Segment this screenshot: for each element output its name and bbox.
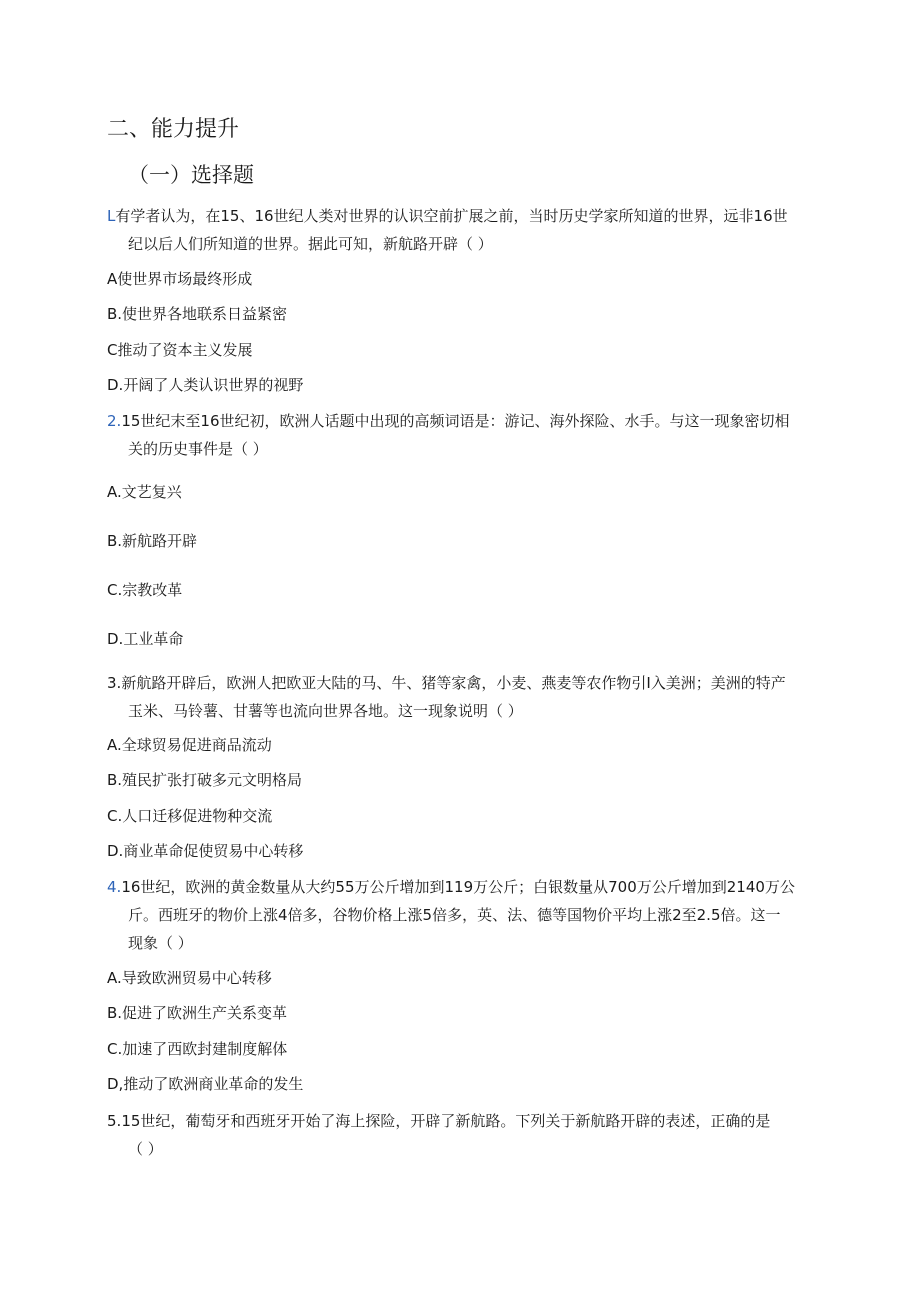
option: C.宗教改革: [107, 581, 183, 599]
question-text-line: 现象（ ）: [128, 934, 193, 952]
subsection-title: （一）选择题: [128, 163, 254, 187]
question-text-line: 16世纪，欧洲的黄金数量从大约55万公斤增加到119万公斤；白银数量从700万公斤增加到2140万公: [121, 878, 795, 896]
option: C.人口迁移促进物种交流: [107, 807, 273, 825]
option: A.文艺复兴: [107, 483, 182, 501]
option: A使世界市场最终形成: [107, 270, 253, 288]
question-text-line: 有学者认为，在15、16世纪人类对世界的认识空前扩展之前，当时历史学家所知道的世界，远非16世: [115, 207, 788, 225]
question-4: [107, 873, 807, 957]
option: B.新航路开辟: [107, 532, 198, 550]
question-text-line: 斤。西班牙的物价上涨4倍多，谷物价格上涨5倍多，英、法、德等国物价平均上涨2至2.5倍。这一: [128, 906, 781, 924]
question-number: 4.: [107, 878, 122, 896]
question-text-line: 新航路开辟后，欧洲人把欧亚大陆的马、牛、猪等家禽，小麦、燕麦等农作物引I入美洲；美洲的特产: [121, 674, 786, 692]
question-3: [107, 669, 807, 725]
option: B.殖民扩张打破多元文明格局: [107, 771, 303, 789]
question-number: 3.: [107, 674, 122, 692]
question-text-line: 玉米、马铃薯、甘薯等也流向世界各地。这一现象说明（ ）: [128, 702, 523, 720]
option: D.商业革命促使贸易中心转移: [107, 842, 304, 860]
option: A.全球贸易促进商品流动: [107, 736, 272, 754]
option: B.使世界各地联系日益紧密: [107, 305, 288, 323]
question-number: 5.: [107, 1112, 122, 1130]
question-number: L: [107, 207, 116, 225]
question-text-line: 15世纪末至16世纪初，欧洲人话题中出现的高频词语是：游记、海外探险、水手。与这一现象密切相: [121, 412, 790, 430]
option: C推动了资本主义发展: [107, 341, 253, 359]
question-text-line: 关的历史事件是（ ）: [128, 440, 268, 458]
option: B.促进了欧洲生产关系变革: [107, 1004, 288, 1022]
question-5: [107, 1107, 807, 1163]
option: C.加速了西欧封建制度解体: [107, 1040, 288, 1058]
question-number: 2.: [107, 412, 122, 430]
option: D.开阔了人类认识世界的视野: [107, 376, 304, 394]
question-text-line: 15世纪，葡萄牙和西班牙开始了海上探险，开辟了新航路。下列关于新航路开辟的表述，正确的是: [121, 1112, 771, 1130]
option: D,推动了欧洲商业革命的发生: [107, 1075, 304, 1093]
question-text-line: （ ）: [128, 1140, 163, 1158]
question-text-line: 纪以后人们所知道的世界。据此可知，新航路开辟（ ）: [128, 235, 493, 253]
question-1: [107, 202, 807, 258]
option: D.工业革命: [107, 630, 184, 648]
option: A.导致欧洲贸易中心转移: [107, 969, 272, 987]
section-title: 二、能力提升: [107, 117, 240, 142]
question-2: [107, 407, 807, 463]
